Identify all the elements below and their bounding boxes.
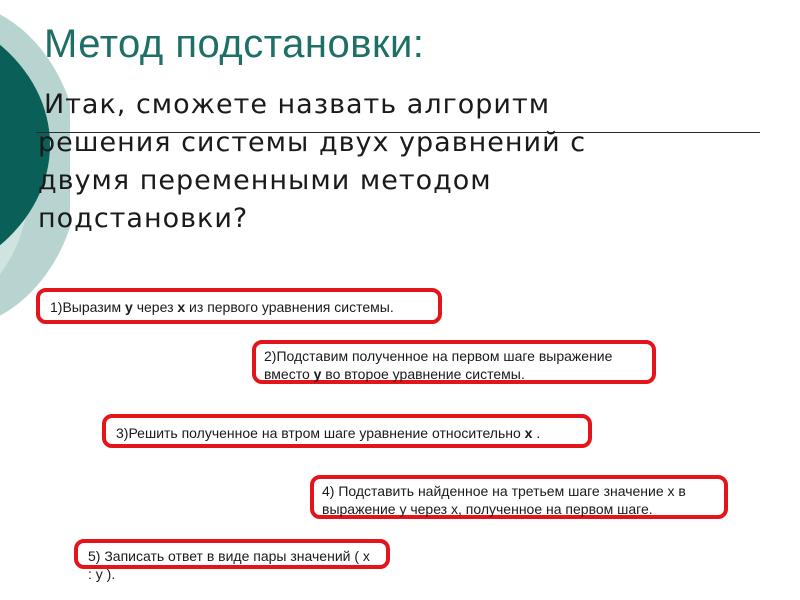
question-line-1: Итак, сможете назвать алгоритм	[44, 89, 551, 120]
step-5-box	[74, 539, 390, 582]
step-1-text-c: из первого уравнения системы.	[185, 299, 394, 315]
step-4-box	[310, 475, 728, 519]
step-2-text-b: во второе уравнение системы.	[321, 366, 525, 382]
step-1-var-x: x	[177, 299, 186, 315]
step-3-text-a: 3)Решить полученное на втром шаге уравнение относительно	[116, 425, 525, 441]
step-3-var-x: x	[524, 425, 533, 441]
step-1-text-a: 1)Выразим	[50, 299, 126, 315]
step-1-box	[36, 288, 442, 324]
step-3-box	[102, 414, 592, 448]
step-2-text-a: 2)Подставим полученное на первом шаге выражение вместо	[264, 348, 613, 382]
step-4-line-1: 4) Подставить найденное на третьем шаге значение х в	[322, 483, 686, 499]
step-5-text: 5) Записать ответ в виде пары значений ( х : у ).	[88, 548, 370, 582]
step-4-line-2: выражение у через х, полученное на первом шаге.	[322, 501, 653, 517]
question-line-3: двумя переменными методом	[38, 165, 492, 196]
step-3-text-b: .	[532, 425, 541, 441]
question-line-2: решения системы двух уравнений с	[38, 127, 587, 158]
step-1-var-y: y	[125, 299, 133, 315]
step-2-var-y: y	[313, 366, 322, 382]
question-text	[38, 86, 738, 238]
question-line-4: подстановки?	[38, 203, 249, 234]
slide-title: Метод подстановки:	[44, 22, 425, 66]
step-1-text-b: через	[132, 299, 178, 315]
step-2-box	[252, 340, 656, 384]
